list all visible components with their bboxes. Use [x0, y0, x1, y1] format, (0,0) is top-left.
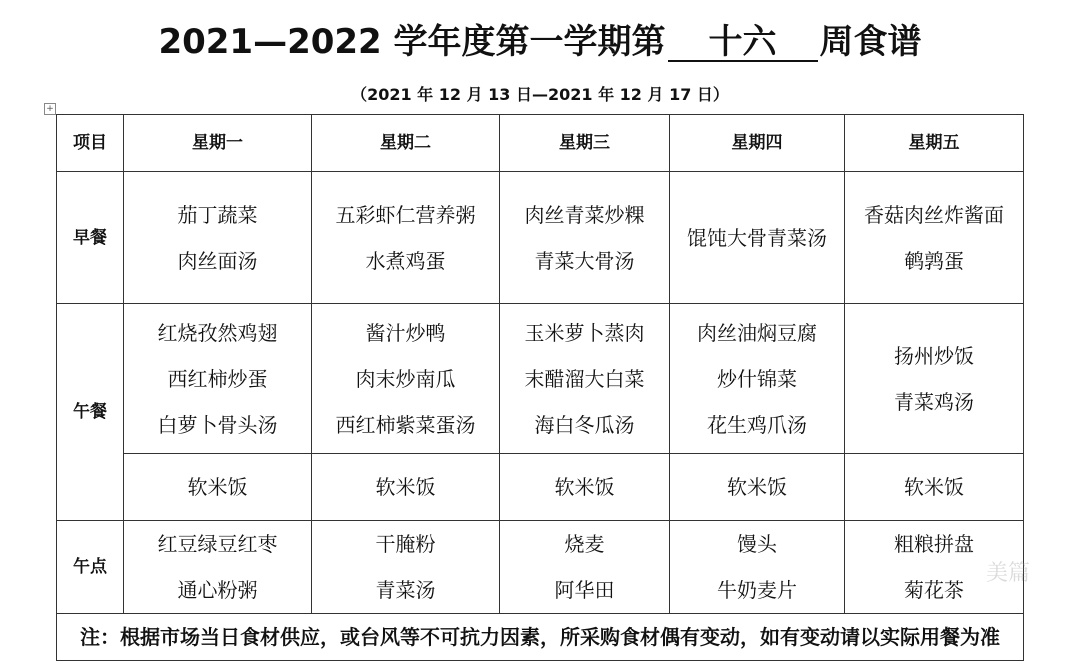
snack-cell — [670, 521, 845, 614]
dish-item: 青菜鸡汤 — [894, 389, 974, 414]
dish-item: 红豆绿豆红枣 — [157, 532, 278, 556]
dish-item: 五彩虾仁营养粥 — [335, 202, 476, 227]
dish-item: 香菇肉丝炸酱面 — [864, 202, 1004, 227]
lunch-row — [57, 304, 1024, 454]
dish-item: 软米饭 — [187, 475, 248, 499]
dish-item: 牛奶麦片 — [717, 578, 797, 602]
dish-item: 烧麦 — [564, 532, 605, 556]
dish-item: 阿华田 — [554, 578, 615, 602]
dish-item: 软米饭 — [727, 475, 787, 499]
dish-item: 白萝卜骨头汤 — [157, 412, 278, 437]
date-range: （2021 年 12 月 13 日—2021 年 12 月 17 日） — [351, 85, 729, 104]
rice-cell — [670, 454, 845, 521]
rice-cell — [312, 454, 500, 521]
snack-cell — [312, 521, 500, 614]
dish-item: 肉丝青菜炒粿 — [524, 202, 645, 227]
dish-item: 青菜汤 — [375, 578, 436, 602]
dish-item: 青菜大骨汤 — [534, 248, 635, 273]
dish-item: 玉米萝卜蒸肉 — [524, 320, 645, 345]
corner-label: 项目 — [57, 115, 124, 172]
title-prefix: 2021—2022 学年度第一学期第 — [158, 22, 666, 62]
breakfast-cell — [312, 172, 500, 304]
dish-item: 菊花茶 — [904, 578, 964, 602]
dish-item: 馄饨大骨青菜汤 — [687, 225, 827, 250]
dish-item: 花生鸡爪汤 — [707, 412, 807, 437]
dish-item: 软米饭 — [375, 475, 436, 499]
note-row — [57, 614, 1024, 661]
watermark-logo: 美篇 — [985, 561, 1030, 586]
lunch-cell — [312, 304, 500, 454]
note-text: 注：根据市场当日食材供应，或台风等不可抗力因素，所采购食材偶有变动，如有变动请以实际用餐为准 — [57, 614, 1024, 661]
title-week-number: 十六 — [668, 24, 818, 62]
lunch-cell — [124, 304, 312, 454]
dish-item: 西红柿紫菜蛋汤 — [335, 412, 476, 437]
dish-item: 馒头 — [737, 532, 777, 556]
snack-cell — [124, 521, 312, 614]
day-header: 星期四 — [670, 115, 845, 172]
day-header: 星期二 — [312, 115, 500, 172]
dish-item: 炒什锦菜 — [717, 366, 797, 391]
snack-label: 午点 — [57, 521, 124, 614]
day-header: 星期五 — [845, 115, 1024, 172]
lunch-cell — [670, 304, 845, 454]
menu-table — [56, 114, 1024, 661]
breakfast-cell — [500, 172, 670, 304]
breakfast-row — [57, 172, 1024, 304]
table-move-handle-icon[interactable]: + — [44, 103, 56, 115]
snack-row — [57, 521, 1024, 614]
day-header: 星期一 — [124, 115, 312, 172]
dish-item: 肉丝油焖豆腐 — [697, 320, 817, 345]
dish-item: 茄丁蔬菜 — [177, 202, 258, 227]
dish-item: 粗粮拼盘 — [894, 532, 974, 556]
dish-item: 肉末炒南瓜 — [355, 366, 456, 391]
lunch-cell — [845, 304, 1024, 454]
dish-item: 酱汁炒鸭 — [365, 320, 446, 345]
breakfast-cell — [670, 172, 845, 304]
breakfast-label: 早餐 — [57, 172, 124, 304]
rice-cell — [500, 454, 670, 521]
dish-item: 肉丝面汤 — [177, 248, 258, 273]
dish-item: 软米饭 — [904, 475, 964, 499]
title-suffix: 周食谱 — [819, 22, 922, 62]
day-header: 星期三 — [500, 115, 670, 172]
breakfast-cell — [845, 172, 1024, 304]
lunch-label: 午餐 — [57, 304, 124, 521]
rice-cell — [124, 454, 312, 521]
dish-item: 水煮鸡蛋 — [365, 248, 446, 273]
rice-cell — [845, 454, 1024, 521]
dish-item: 软米饭 — [554, 475, 615, 499]
page-title — [0, 14, 1080, 63]
dish-item: 末醋溜大白菜 — [524, 366, 645, 391]
dish-item: 鹌鹑蛋 — [904, 248, 964, 273]
header-row — [57, 115, 1024, 172]
dish-item: 红烧孜然鸡翅 — [157, 320, 278, 345]
dish-item: 扬州炒饭 — [894, 343, 974, 368]
dish-item: 西红柿炒蛋 — [167, 366, 268, 391]
rice-row — [57, 454, 1024, 521]
dish-item: 通心粉粥 — [177, 578, 258, 602]
snack-cell — [500, 521, 670, 614]
dish-item: 海白冬瓜汤 — [534, 412, 635, 437]
breakfast-cell — [124, 172, 312, 304]
dish-item: 干腌粉 — [375, 532, 436, 556]
lunch-cell — [500, 304, 670, 454]
